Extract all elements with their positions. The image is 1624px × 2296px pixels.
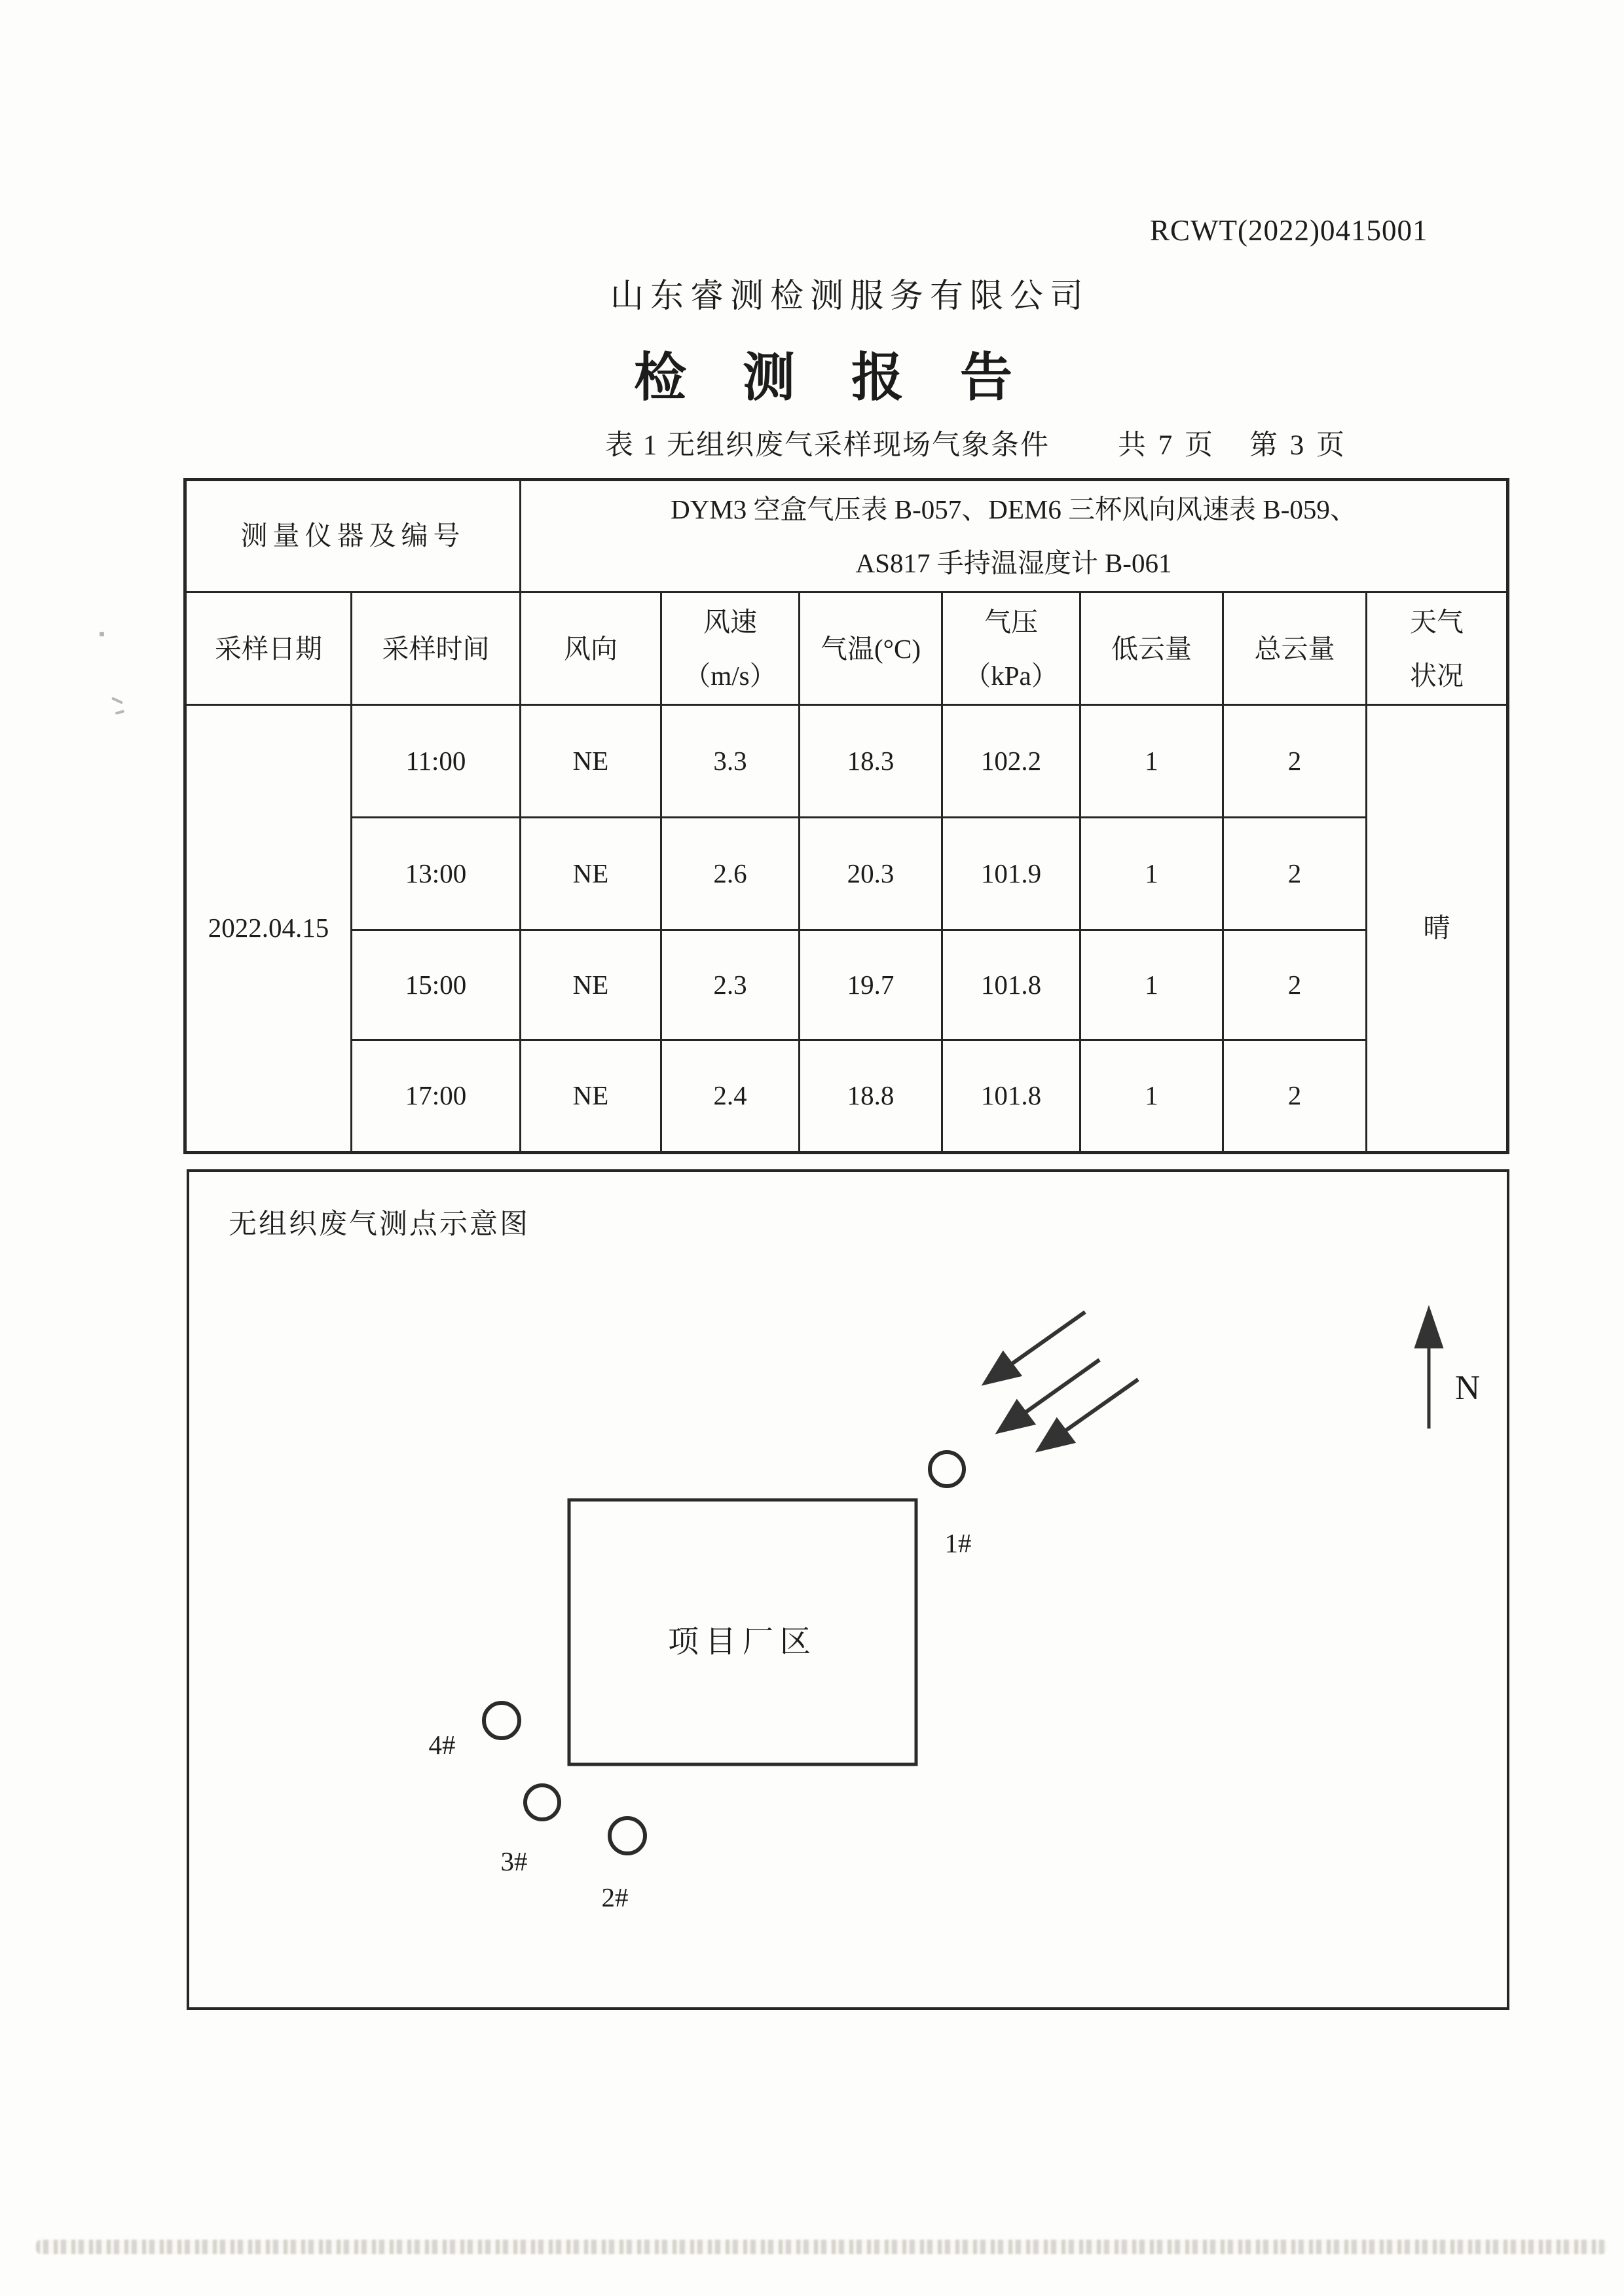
monitoring-point-circle-4: [484, 1703, 519, 1738]
wind-arrows: [986, 1312, 1138, 1449]
col-header-pressure: 气压 （kPa）: [942, 592, 1080, 705]
wind-direction-cell: NE: [521, 705, 661, 818]
pressure-cell: 101.9: [942, 818, 1080, 930]
monitoring-points-diagram: [187, 1169, 1509, 2010]
point-label-2: 2#: [601, 1882, 629, 1912]
weather-conditions-table: [183, 478, 1509, 1154]
sample-date-cell: 2022.04.15: [185, 705, 352, 1153]
col-header-total-cloud: 总云量: [1223, 592, 1367, 705]
table-row: [185, 705, 1508, 818]
table-caption: 表 1 无组织废气采样现场气象条件: [605, 430, 1050, 461]
wind-arrowhead-icon: [999, 1402, 1033, 1431]
wind-speed-cell: 2.6: [661, 818, 800, 930]
wind-direction-cell: NE: [521, 930, 661, 1040]
wind-speed-cell: 2.4: [661, 1040, 800, 1153]
low-cloud-cell: 1: [1080, 930, 1223, 1040]
pressure-cell: 102.2: [942, 705, 1080, 818]
time-cell: 13:00: [352, 818, 521, 930]
col-header-temperature: 气温(°C): [800, 592, 942, 705]
report-number: RCWT(2022)0415001: [1150, 214, 1428, 247]
temperature-cell: 18.3: [800, 705, 942, 818]
low-cloud-cell: 1: [1080, 1040, 1223, 1153]
scan-artifact: [115, 710, 125, 714]
table-row: [185, 818, 1508, 930]
wind-arrow-line: [1025, 1360, 1099, 1413]
monitoring-point-circle-1: [930, 1452, 964, 1486]
temperature-cell: 20.3: [800, 818, 942, 930]
col-header-wind-speed: 风速 （m/s）: [661, 592, 800, 705]
weather-cell: 晴: [1367, 705, 1508, 1153]
point-label-1: 1#: [944, 1528, 972, 1558]
pages-total: 共 7 页: [1118, 430, 1215, 461]
wind-arrowhead-icon: [1039, 1421, 1073, 1449]
instrument-value-cell: [521, 480, 1508, 592]
table-caption-row: [605, 423, 1347, 463]
col-header-weather: 天气 状况: [1367, 592, 1508, 705]
instrument-line1: DYM3 空盒气压表 B-057、DEM6 三杯风向风速表 B-059、: [671, 494, 1357, 524]
wind-speed-cell: 3.3: [661, 705, 800, 818]
monitoring-point-circle-2: [610, 1818, 645, 1853]
wind-arrowhead-icon: [986, 1354, 1019, 1383]
scan-artifact: [100, 632, 104, 636]
instrument-label: 测量仪器及编号: [240, 520, 466, 551]
low-cloud-cell: 1: [1080, 705, 1223, 818]
pressure-cell: 101.8: [942, 1040, 1080, 1153]
col-header-wind-direction: 风向: [521, 592, 661, 705]
instrument-line2: AS817 手持温湿度计 B-061: [855, 548, 1172, 578]
table-header-row: [185, 592, 1508, 705]
total-cloud-cell: 2: [1223, 930, 1367, 1040]
table-row: [185, 480, 1508, 592]
time-cell: 11:00: [352, 705, 521, 818]
instrument-label-cell: [185, 480, 521, 592]
wind-direction-cell: NE: [521, 1040, 661, 1153]
total-cloud-cell: 2: [1223, 818, 1367, 930]
scan-artifact: [111, 697, 123, 704]
table-row: [185, 1040, 1508, 1153]
point-label-3: 3#: [500, 1846, 528, 1876]
total-cloud-cell: 2: [1223, 1040, 1367, 1153]
wind-arrow-line: [1011, 1312, 1085, 1364]
total-cloud-cell: 2: [1223, 705, 1367, 818]
low-cloud-cell: 1: [1080, 818, 1223, 930]
col-header-time: 采样时间: [352, 592, 521, 705]
page-number: 第 3 页: [1249, 430, 1347, 461]
scan-noise-strip: [36, 2240, 1608, 2254]
north-arrow: [1416, 1310, 1441, 1429]
table-row: [185, 930, 1508, 1040]
north-arrowhead-icon: [1416, 1310, 1441, 1347]
temperature-cell: 18.8: [800, 1040, 942, 1153]
time-cell: 15:00: [352, 930, 521, 1040]
diagram-title: 无组织废气测点示意图: [229, 1209, 530, 1240]
diagram-canvas: [189, 1172, 1507, 2007]
col-header-low-cloud: 低云量: [1080, 592, 1223, 705]
wind-arrow-line: [1065, 1379, 1138, 1431]
wind-speed-cell: 2.3: [661, 930, 800, 1040]
report-title: 检测报告: [634, 350, 1069, 407]
point-label-4: 4#: [428, 1730, 456, 1760]
pressure-cell: 101.8: [942, 930, 1080, 1040]
wind-direction-cell: NE: [521, 818, 661, 930]
temperature-cell: 19.7: [800, 930, 942, 1040]
monitoring-point-circle-3: [525, 1785, 559, 1819]
company-name: 山东睿测检测服务有限公司: [610, 278, 1090, 315]
time-cell: 17:00: [352, 1040, 521, 1153]
north-label: N: [1454, 1369, 1481, 1407]
col-header-date: 采样日期: [185, 592, 352, 705]
factory-area-label: 项目厂区: [668, 1625, 817, 1660]
